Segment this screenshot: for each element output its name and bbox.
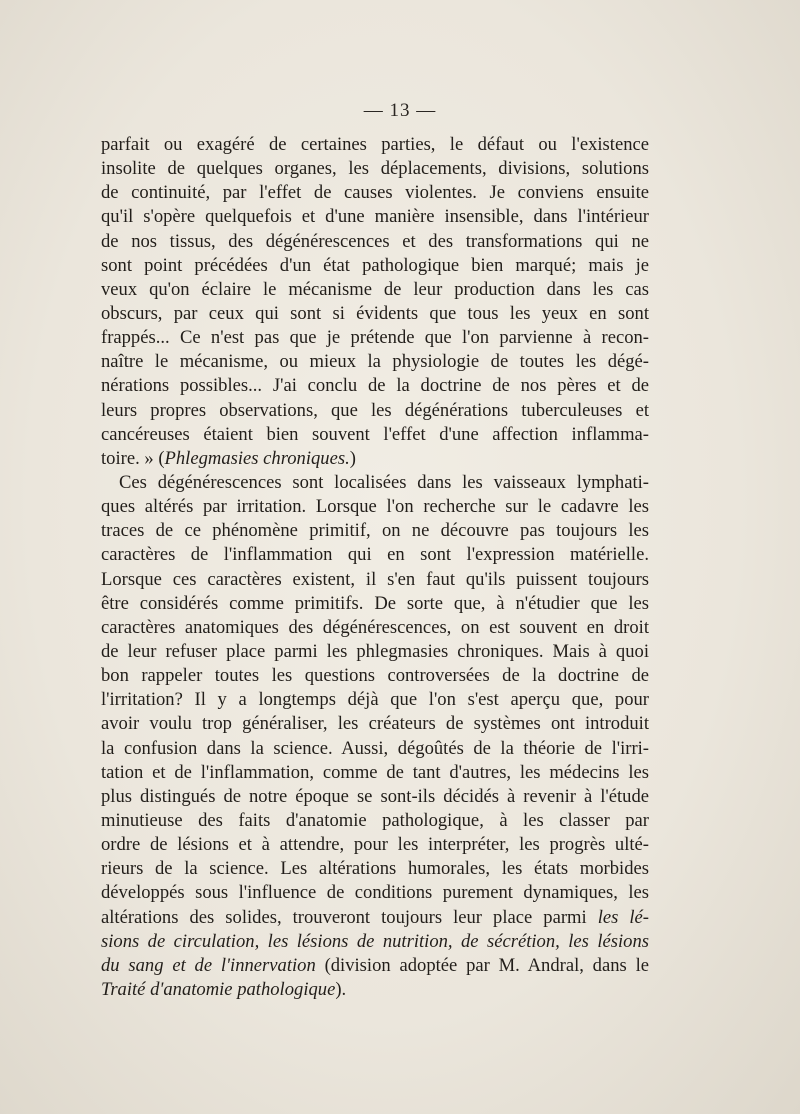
text-line: ordre de lésions et à attendre, pour les interpréter, les progrès ulté- [101,834,649,856]
citation-suffix: ) [349,447,356,469]
text-line: caractères de l'inflammation qui en sont l'expression matérielle. [101,544,649,566]
paragraph-1 [101,133,649,471]
text-line: avoir voulu trop généraliser, les créateurs de systèmes ont introduit [101,713,649,735]
text-line: de leur refuser place parmi les phlegmasies chroniques. Mais à quoi [101,640,649,662]
text-line: sont point précédées d'un état pathologique bien marqué; mais je [101,254,649,276]
text-line: la confusion dans la science. Aussi, dégoûtés de la théorie de l'irri- [101,737,649,759]
text-line: cancéreuses étaient bien souvent l'effet d'une affection inflamma- [101,423,649,445]
text-line: caractères anatomiques des dégénérescences, on est souvent en droit [101,616,649,638]
text-line: obscurs, par ceux qui sont si évidents que tous les yeux en sont [101,302,649,324]
body-text [101,133,649,1002]
page-number: — 13 — [363,100,437,121]
text-segment: (division adoptée par M. Andral, dans le [315,954,649,976]
text-line: traces de ce phénomène primitif, on ne découvre pas toujours les [101,520,649,542]
citation-prefix: toire. » ( [101,447,165,469]
text-line: Ces dégénérescences sont localisées dans les vaisseaux lymphati- [119,471,649,493]
text-line: leurs propres observations, que les dégénérations tuberculeuses et [101,399,649,421]
italic-segment: Traité d'anatomie pathologique [101,978,336,1000]
text-line: parfait ou exagéré de certaines parties, le défaut ou l'existence [101,134,649,155]
text-line: naître le mécanisme, ou mieux la physiologie de toutes les dégé- [101,351,649,373]
text-segment: ). [335,978,347,1000]
text-line: frappés... Ce n'est pas que je prétende que l'on parvienne à recon- [101,327,649,349]
text-line: plus distingués de notre époque se sont-ils décidés à revenir à l'étude [101,785,649,807]
text-line [101,978,649,1002]
text-line: veux qu'on éclaire le mécanisme de leur production dans les cas [101,278,649,300]
text-line [101,906,649,930]
text-line: développés sous l'influence de conditions purement dynamiques, les [101,882,649,904]
text-line: minutieuse des faits d'anatomie pathologique, à les classer par [101,809,649,831]
text-segment: altérations des solides, trouveront toujours leur place parmi [101,906,598,928]
text-line: ques altérés par irritation. Lorsque l'on recherche sur le cadavre les [101,496,649,518]
italic-segment: les lé- [597,906,649,928]
text-line: de continuité, par l'effet de causes violentes. Je conviens ensuite [101,182,649,204]
text-line: être considérés comme primitifs. De sorte que, à n'étudier que les [101,592,649,614]
paragraph-2 [101,471,649,1002]
text-line: nérations possibles... J'ai conclu de la doctrine de nos pères et de [101,375,649,397]
text-line: bon rappeler toutes les questions controversées de la doctrine de [101,665,649,687]
citation-title: Phlegmasies chroniques. [164,447,350,469]
italic-segment: du sang et de l'innervation [101,954,316,976]
text-line [101,954,649,978]
text-line: qu'il s'opère quelquefois et d'une manière insensible, dans l'intérieur [101,206,649,228]
text-line: rieurs de la science. Les altérations humorales, les états morbides [101,858,649,880]
text-line-citation [101,447,649,471]
text-line [101,930,649,954]
text-line: tation et de l'inflammation, comme de tant d'autres, les médecins les [101,761,649,783]
text-line: de nos tissus, des dégénérescences et des transformations qui ne [101,230,649,252]
text-line: l'irritation? Il y a longtemps déjà que l'on s'est aperçu que, pour [101,689,649,711]
text-line: Lorsque ces caractères existent, il s'en faut qu'ils puissent toujours [101,568,649,590]
italic-segment: sions de circulation, les lésions de nutrition, de sécrétion, les lésions [101,930,649,952]
text-line: insolite de quelques organes, les déplacements, divisions, solutions [101,158,649,180]
